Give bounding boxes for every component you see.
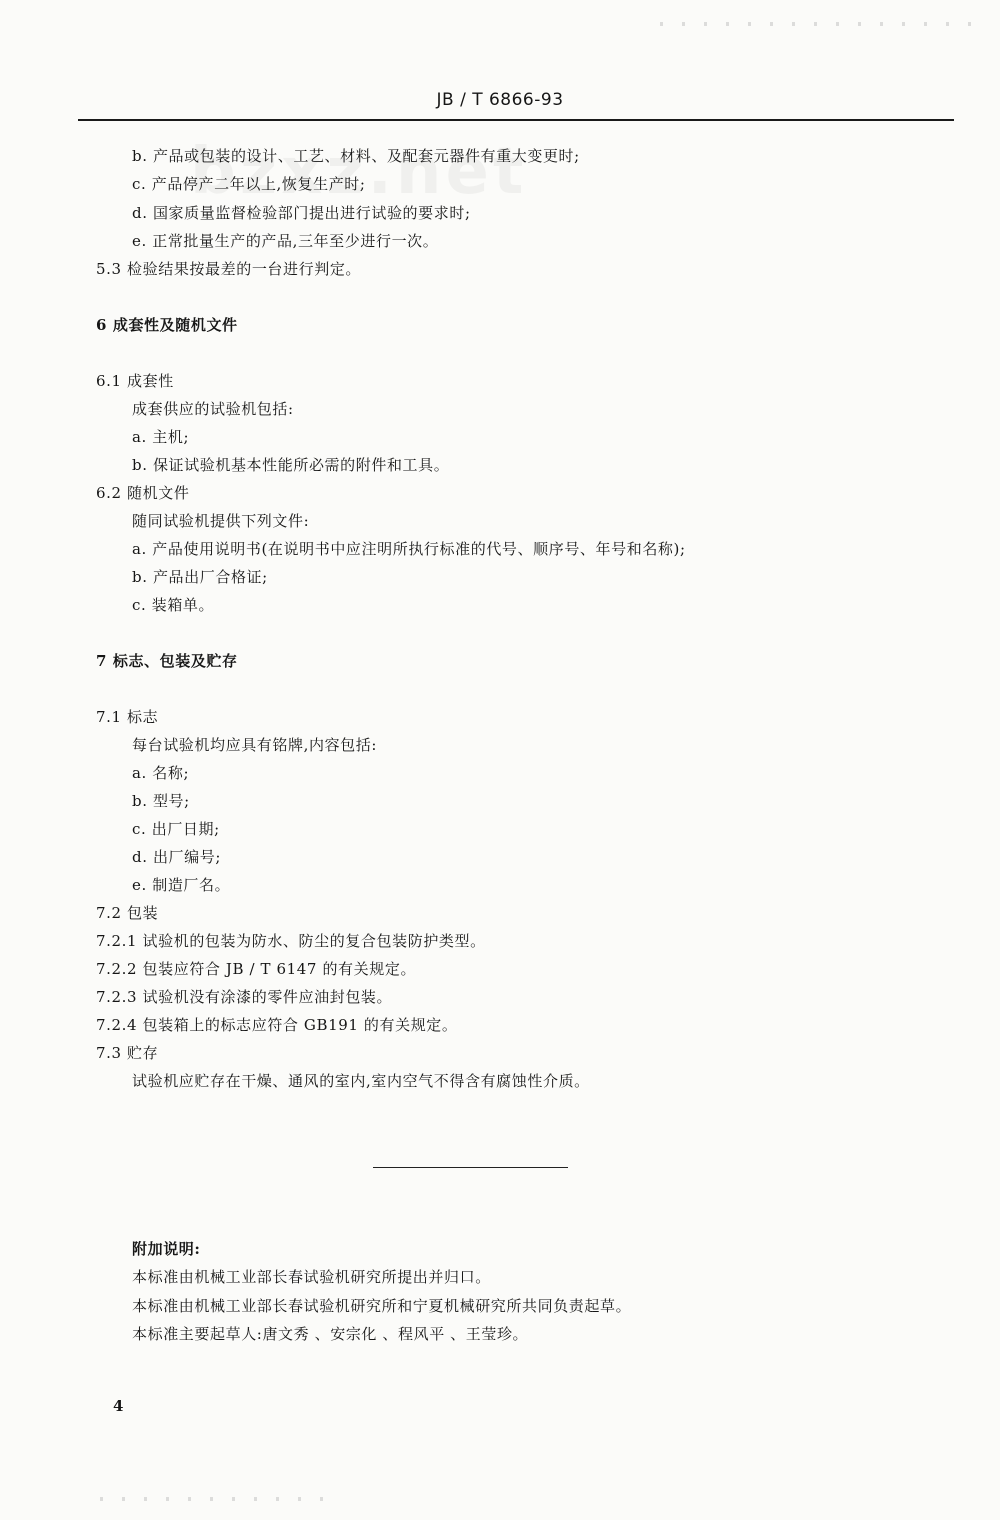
page-number: 4 bbox=[113, 1397, 124, 1415]
clause-7-2-2: 7.2.2 包装应符合 JB / T 6147 的有关规定。 bbox=[96, 960, 417, 978]
list-item-5-2-b: b. 产品或包装的设计、工艺、材料、及配套元器件有重大变更时; bbox=[132, 147, 580, 165]
list-item-7-1-c: c. 出厂日期; bbox=[132, 820, 220, 838]
list-item-6-1-a: a. 主机; bbox=[132, 428, 190, 446]
clause-6-2-heading: 6.2 随机文件 bbox=[96, 484, 190, 502]
list-item-7-1-a: a. 名称; bbox=[132, 764, 190, 782]
list-item-5-2-c: c. 产品停产二年以上,恢复生产时; bbox=[132, 175, 366, 193]
notes-item-3: 本标准主要起草人:唐文秀 、安宗化 、程风平 、王莹珍。 bbox=[132, 1325, 529, 1343]
notes-title: 附加说明: bbox=[132, 1240, 201, 1258]
list-item-6-2-b: b. 产品出厂合格证; bbox=[132, 568, 268, 586]
clause-7-2-4: 7.2.4 包装箱上的标志应符合 GB191 的有关规定。 bbox=[96, 1016, 458, 1034]
list-item-6-2-a: a. 产品使用说明书(在说明书中应注明所执行标准的代号、顺序号、年号和名称); bbox=[132, 540, 686, 558]
list-item-6-2-c: c. 装箱单。 bbox=[132, 596, 215, 614]
notes-item-2: 本标准由机械工业部长春试验机研究所和宁夏机械研究所共同负责起草。 bbox=[132, 1297, 632, 1315]
list-item-6-1-b: b. 保证试验机基本性能所必需的附件和工具。 bbox=[132, 456, 450, 474]
list-item-5-2-d: d. 国家质量监督检验部门提出进行试验的要求时; bbox=[132, 204, 471, 222]
header-rule bbox=[78, 119, 954, 121]
clause-7-1-heading: 7.1 标志 bbox=[96, 708, 159, 726]
clause-6-2-intro: 随同试验机提供下列文件: bbox=[132, 512, 310, 530]
scan-noise-top bbox=[660, 22, 980, 26]
scan-noise-bottom bbox=[100, 1497, 340, 1501]
clause-7-2-3: 7.2.3 试验机没有涂漆的零件应油封包装。 bbox=[96, 988, 393, 1006]
clause-7-3-heading: 7.3 贮存 bbox=[96, 1044, 159, 1062]
notes-item-1: 本标准由机械工业部长春试验机研究所提出并归口。 bbox=[132, 1268, 491, 1286]
clause-7-3-text: 试验机应贮存在干燥、通风的室内,室内空气不得含有腐蚀性介质。 bbox=[132, 1072, 590, 1090]
section-7-heading: 7 标志、包装及贮存 bbox=[96, 652, 238, 670]
list-item-7-1-d: d. 出厂编号; bbox=[132, 848, 221, 866]
document-code-header: JB / T 6866-93 bbox=[436, 90, 564, 110]
clause-7-1-intro: 每台试验机均应具有铭牌,内容包括: bbox=[132, 736, 378, 754]
clause-6-1-heading: 6.1 成套性 bbox=[96, 372, 174, 390]
list-item-5-2-e: e. 正常批量生产的产品,三年至少进行一次。 bbox=[132, 232, 439, 250]
end-separator bbox=[373, 1167, 568, 1168]
clause-5-3: 5.3 检验结果按最差的一台进行判定。 bbox=[96, 260, 362, 278]
list-item-7-1-b: b. 型号; bbox=[132, 792, 190, 810]
section-6-heading: 6 成套性及随机文件 bbox=[96, 316, 238, 334]
list-item-7-1-e: e. 制造厂名。 bbox=[132, 876, 231, 894]
clause-7-2-1: 7.2.1 试验机的包装为防水、防尘的复合包装防护类型。 bbox=[96, 932, 486, 950]
clause-7-2-heading: 7.2 包装 bbox=[96, 904, 159, 922]
clause-6-1-intro: 成套供应的试验机包括: bbox=[132, 400, 294, 418]
